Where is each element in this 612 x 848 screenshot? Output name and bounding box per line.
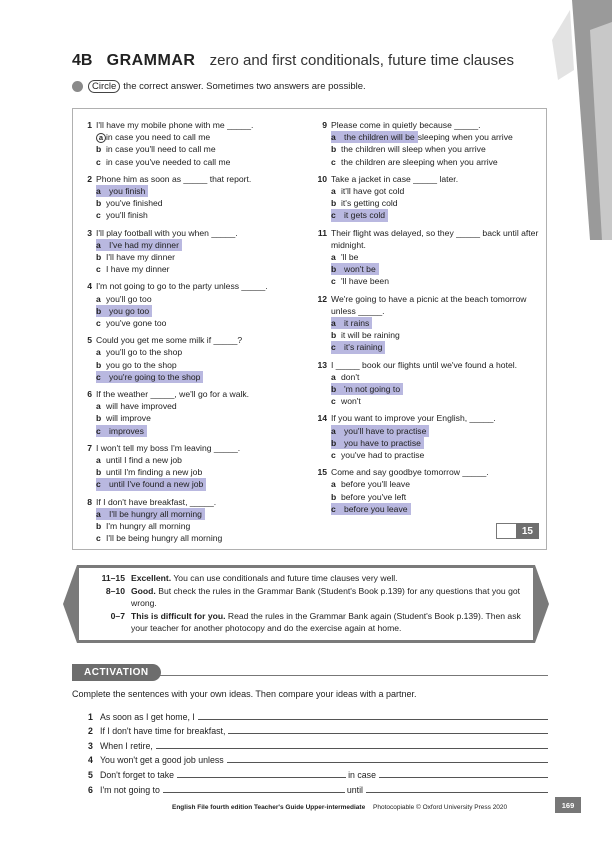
option-text: it'll have got cold — [341, 186, 405, 197]
option-text: until I find a new job — [106, 455, 182, 466]
answer-option[interactable] — [96, 185, 306, 197]
option-letter: b — [96, 305, 106, 317]
answer-options — [81, 400, 306, 437]
question-text: I'll play football with you when _____. — [96, 227, 238, 238]
question-text: I _____ book our flights until we've found a hotel. — [331, 359, 518, 370]
option-letter: b — [331, 263, 341, 275]
answer-option[interactable] — [331, 329, 541, 341]
option-letter: a — [331, 317, 341, 329]
answer-option[interactable] — [96, 317, 306, 329]
option-text: I'll have my dinner — [106, 252, 175, 263]
footer-copyright: Photocopiable © Oxford University Press 2020 — [373, 804, 508, 811]
option-text: in case you'll need to call me — [106, 144, 216, 155]
option-text: 'll be — [341, 252, 359, 263]
activation-number: 6 — [88, 784, 93, 795]
score-advice: But check the rules in the Grammar Bank (Student's Book p.139) for any questions that you got wrong. — [131, 586, 521, 608]
answer-option[interactable] — [331, 395, 541, 407]
score-band — [87, 572, 527, 584]
answer-option[interactable] — [331, 263, 541, 275]
answer-option[interactable] — [331, 503, 541, 515]
question-text: If I don't have breakfast, _____. — [96, 496, 217, 507]
answer-options — [81, 131, 306, 168]
option-letter: c — [96, 156, 101, 167]
bullet-icon — [72, 81, 83, 92]
answer-option[interactable] — [331, 425, 541, 437]
score-rating: Good. — [131, 586, 156, 596]
question-stem — [81, 334, 306, 346]
option-letter: b — [331, 144, 337, 155]
question-number: 2 — [87, 173, 92, 184]
option-letter: a — [331, 186, 336, 197]
question-number: 14 — [317, 413, 327, 424]
answer-option[interactable] — [96, 346, 306, 358]
selected-answer: I'll be hungry all morning — [106, 508, 205, 520]
answer-options — [81, 508, 306, 545]
question-item — [81, 173, 306, 222]
score-rating: This is difficult for you. — [131, 611, 226, 621]
score-box — [496, 523, 539, 539]
sentence-prompt: As soon as I get home, I — [100, 711, 195, 722]
question-item — [81, 334, 306, 383]
answer-option[interactable] — [96, 359, 306, 371]
option-letter: b — [96, 359, 102, 370]
question-text: I won't tell my boss I'm leaving _____. — [96, 442, 241, 453]
question-item — [316, 119, 541, 168]
answer-option[interactable] — [96, 131, 306, 143]
answer-options — [81, 454, 306, 491]
question-stem — [81, 119, 306, 131]
activation-item — [88, 722, 550, 737]
activation-item — [88, 765, 550, 780]
selected-answer: it rains — [341, 317, 372, 329]
answer-option[interactable] — [331, 131, 541, 143]
option-letter: b — [96, 252, 102, 263]
question-number: 8 — [87, 496, 92, 507]
selected-answer: 'm not going to — [341, 383, 403, 395]
option-letter: b — [96, 521, 102, 532]
activation-number: 2 — [88, 726, 93, 737]
answer-option[interactable] — [96, 305, 306, 317]
option-letter: a — [96, 508, 106, 520]
answer-option[interactable] — [331, 209, 541, 221]
question-stem — [316, 293, 541, 317]
option-text: in case you've needed to call me — [106, 156, 231, 167]
question-item — [316, 359, 541, 408]
question-stem — [316, 173, 541, 185]
question-number: 10 — [317, 173, 327, 184]
activation-item — [88, 736, 550, 751]
circle-word: Circle — [88, 80, 120, 93]
exercise-instruction — [72, 80, 366, 93]
selected-answer: you're going to the shop — [106, 371, 203, 383]
option-text: you'll finish — [106, 210, 148, 221]
option-letter: b — [331, 383, 341, 395]
option-text: you've finished — [106, 198, 163, 209]
question-text: Phone him as soon as _____ that report. — [96, 173, 252, 184]
score-feedback — [131, 610, 527, 634]
answer-line[interactable] — [228, 733, 548, 734]
option-letter: c — [96, 533, 101, 544]
answer-line[interactable] — [163, 792, 345, 793]
question-number: 7 — [87, 442, 92, 453]
answer-option[interactable] — [96, 454, 306, 466]
score-input[interactable] — [496, 523, 516, 539]
circle-mark-icon: a — [96, 133, 106, 143]
option-text: you've gone too — [106, 318, 167, 329]
selected-answer: the children will be — [341, 131, 418, 143]
option-letter-circled — [96, 131, 106, 143]
option-letter: c — [96, 210, 101, 221]
question-stem — [316, 227, 541, 251]
section-topic: zero and first conditionals, future time clauses — [209, 52, 514, 69]
option-letter: a — [96, 239, 106, 251]
page-title — [72, 52, 514, 70]
answer-option[interactable] — [96, 239, 306, 251]
sentence-prompt: until — [346, 784, 364, 795]
answer-option[interactable] — [96, 251, 306, 263]
question-number: 13 — [317, 359, 327, 370]
score-band — [87, 610, 527, 634]
question-text: Their flight was delayed, so they _____ back until after midnight. — [331, 227, 539, 250]
question-text: Take a jacket in case _____ later. — [331, 173, 459, 184]
question-item — [81, 442, 306, 491]
answer-options — [316, 185, 541, 222]
option-text: don't — [341, 371, 360, 382]
answer-line[interactable] — [156, 748, 548, 749]
answer-option[interactable] — [331, 478, 541, 490]
answer-option[interactable] — [331, 491, 541, 503]
question-number: 1 — [87, 120, 92, 130]
answer-option[interactable] — [96, 520, 306, 532]
question-number: 4 — [87, 281, 92, 292]
option-text: before you'll leave — [341, 479, 411, 490]
sentence-prompt: You won't get a good job unless — [100, 755, 224, 766]
option-text: it will be raining — [341, 330, 400, 341]
answer-options — [316, 425, 541, 462]
activation-item — [88, 707, 550, 722]
answer-option[interactable] — [96, 478, 306, 490]
score-band — [87, 585, 527, 609]
option-letter: c — [331, 450, 336, 461]
option-letter: a — [331, 252, 336, 263]
option-text: you'll go to the shop — [106, 347, 183, 358]
question-number: 12 — [317, 293, 327, 304]
option-letter: b — [96, 198, 102, 209]
answer-option[interactable] — [331, 449, 541, 461]
answer-option[interactable] — [331, 371, 541, 383]
answer-option[interactable] — [331, 317, 541, 329]
question-item — [81, 388, 306, 437]
option-text: before you've left — [341, 491, 407, 502]
question-stem — [81, 227, 306, 239]
answer-option[interactable] — [96, 532, 306, 544]
score-range: 11–15 — [101, 573, 125, 583]
answer-option[interactable] — [331, 197, 541, 209]
question-stem — [81, 496, 306, 508]
question-number: 3 — [87, 227, 92, 238]
question-item — [81, 496, 306, 545]
sentence-prompt: Don't forget to take — [100, 769, 175, 780]
question-stem — [81, 280, 306, 292]
question-number: 6 — [87, 389, 92, 400]
answer-line[interactable] — [198, 719, 548, 720]
activation-list — [88, 707, 550, 795]
answer-options — [81, 346, 306, 383]
answer-option[interactable] — [96, 197, 306, 209]
option-text: will have improved — [106, 401, 177, 412]
question-item — [316, 293, 541, 354]
selected-answer: you go too — [106, 305, 152, 317]
option-letter: c — [96, 264, 101, 275]
page-number: 169 — [555, 797, 581, 813]
option-letter: a — [96, 293, 101, 304]
option-letter: a — [96, 347, 101, 358]
answer-line[interactable] — [379, 777, 548, 778]
selected-answer: I've had my dinner — [106, 239, 182, 251]
answer-options — [316, 131, 541, 168]
option-letter: a — [331, 131, 341, 143]
answer-option[interactable] — [96, 293, 306, 305]
answer-option[interactable] — [96, 371, 306, 383]
instruction-text: the correct answer. Sometimes two answers are possible. — [123, 81, 366, 92]
selected-answer: won't be — [341, 263, 379, 275]
questions-right-column — [316, 119, 541, 520]
question-stem — [81, 442, 306, 454]
question-item — [81, 280, 306, 329]
activation-number: 1 — [88, 711, 93, 722]
answer-option[interactable] — [96, 209, 306, 221]
option-text: will improve — [106, 413, 151, 424]
lesson-code: 4B — [72, 52, 93, 69]
question-item — [316, 227, 541, 288]
selected-answer: in case you need to call me — [106, 132, 211, 143]
score-advice: Read the rules in the Grammar Bank again (Student's Book p.139). Then ask your teacher for another photocopy and do the exercise again at home. — [131, 611, 521, 633]
question-stem — [81, 388, 306, 400]
question-item — [316, 412, 541, 461]
score-rating: Excellent. — [131, 573, 172, 583]
option-letter: b — [331, 198, 337, 209]
score-feedback — [131, 585, 527, 609]
option-letter: b — [331, 437, 341, 449]
option-text: you've had to practise — [341, 450, 425, 461]
answer-options — [316, 251, 541, 288]
activation-instruction: Complete the sentences with your own ideas. Then compare your ideas with a partner. — [72, 689, 417, 699]
activation-number: 3 — [88, 740, 93, 751]
option-letter: c — [331, 276, 336, 287]
option-text: won't — [341, 396, 361, 407]
selected-answer: before you leave — [341, 503, 411, 515]
answer-options — [316, 317, 541, 354]
activation-number: 4 — [88, 755, 93, 766]
sentence-prompt: in case — [348, 769, 376, 780]
answer-option[interactable] — [331, 251, 541, 263]
option-text: I'm hungry all morning — [106, 521, 191, 532]
selected-answer: you'll have to practise — [341, 425, 429, 437]
questions-box — [72, 108, 547, 550]
question-item — [81, 227, 306, 276]
score-banner — [63, 565, 549, 643]
option-letter: c — [96, 478, 106, 490]
question-text: I'll have my mobile phone with me _____. — [96, 120, 254, 130]
answer-options — [316, 478, 541, 515]
question-text: If you want to improve your English, _____. — [331, 413, 496, 424]
answer-line[interactable] — [227, 762, 548, 763]
answer-option[interactable] — [96, 400, 306, 412]
option-text: I have my dinner — [106, 264, 170, 275]
question-text: Come and say goodbye tomorrow _____. — [331, 467, 489, 478]
activation-item — [88, 751, 550, 766]
question-number: 15 — [317, 467, 327, 478]
score-range: 8–10 — [105, 586, 125, 596]
option-letter: c — [331, 341, 341, 353]
selected-answer: it's raining — [341, 341, 385, 353]
activation-label: ACTIVATION — [72, 664, 161, 681]
answer-option[interactable] — [331, 156, 541, 168]
selected-answer: you have to practise — [341, 437, 424, 449]
answer-options — [81, 239, 306, 276]
question-text: Please come in quietly because _____. — [331, 120, 481, 130]
sentence-prompt: I'm not going to — [100, 784, 160, 795]
selected-answer: it gets cold — [341, 209, 388, 221]
option-letter: b — [96, 413, 102, 424]
answer-option[interactable] — [331, 437, 541, 449]
question-stem — [316, 466, 541, 478]
option-text: it's getting cold — [341, 198, 398, 209]
sentence-prompt: When I retire, — [100, 740, 153, 751]
option-text: the children will sleep when you arrive — [341, 144, 486, 155]
score-advice: You can use conditionals and future time clauses very well. — [171, 573, 398, 583]
answer-option[interactable] — [96, 143, 306, 155]
option-letter: c — [331, 503, 341, 515]
option-letter: b — [96, 144, 102, 155]
answer-option[interactable] — [96, 425, 306, 437]
answer-option[interactable] — [331, 341, 541, 353]
option-text: you go to the shop — [106, 359, 177, 370]
question-text: We're going to have a picnic at the beach tomorrow unless _____. — [331, 293, 527, 316]
section-name: GRAMMAR — [106, 52, 196, 69]
footer-book-title: English File fourth edition Teacher's Guide Upper-intermediate — [172, 804, 366, 811]
option-letter: a — [96, 401, 101, 412]
score-range: 0–7 — [110, 611, 125, 621]
option-text: the children are sleeping when you arrive — [341, 156, 498, 167]
footer — [172, 804, 507, 811]
activation-number: 5 — [88, 769, 93, 780]
option-text: until I'm finding a new job — [106, 467, 203, 478]
option-letter: c — [331, 156, 336, 167]
option-letter: a — [96, 455, 101, 466]
answer-option[interactable] — [96, 156, 306, 168]
question-stem — [316, 119, 541, 131]
option-letter: c — [96, 318, 101, 329]
selected-answer: you finish — [106, 185, 148, 197]
question-number: 9 — [322, 120, 327, 130]
option-text: 'll have been — [341, 276, 389, 287]
answer-option[interactable] — [96, 412, 306, 424]
answer-options — [81, 293, 306, 330]
score-feedback — [131, 572, 398, 584]
option-letter: b — [96, 467, 102, 478]
option-letter: b — [331, 330, 337, 341]
answer-line[interactable] — [366, 792, 548, 793]
selected-answer: until I've found a new job — [106, 478, 206, 490]
question-stem — [81, 173, 306, 185]
answer-option[interactable] — [331, 275, 541, 287]
activation-item — [88, 780, 550, 795]
option-letter: c — [331, 209, 341, 221]
question-text: Could you get me some milk if _____? — [96, 335, 243, 346]
answer-option[interactable] — [96, 263, 306, 275]
question-text: I'm not going to go to the party unless _____. — [96, 281, 268, 292]
answer-option[interactable] — [331, 383, 541, 395]
option-text: I'll be being hungry all morning — [106, 533, 223, 544]
score-total: 15 — [516, 523, 539, 539]
option-letter: c — [331, 396, 336, 407]
question-stem — [316, 359, 541, 371]
answer-options — [81, 185, 306, 222]
option-letter: a — [331, 371, 336, 382]
option-letter: c — [96, 371, 106, 383]
option-text-rest: sleeping when you arrive — [417, 132, 513, 143]
option-letter: c — [96, 425, 106, 437]
option-letter: a — [331, 425, 341, 437]
answer-option[interactable] — [331, 143, 541, 155]
questions-left-column — [81, 119, 306, 550]
question-item — [316, 173, 541, 222]
option-letter: b — [331, 491, 337, 502]
question-item — [316, 466, 541, 515]
answer-line[interactable] — [177, 777, 346, 778]
question-item — [81, 119, 306, 168]
answer-options — [316, 371, 541, 408]
score-bands — [87, 572, 527, 635]
answer-option[interactable] — [96, 508, 306, 520]
option-letter: a — [96, 185, 106, 197]
option-text: you'll go too — [106, 293, 152, 304]
corner-decoration — [552, 0, 612, 240]
option-letter: a — [331, 479, 336, 490]
question-text: If the weather _____, we'll go for a walk. — [96, 389, 250, 400]
answer-option[interactable] — [96, 466, 306, 478]
selected-answer: improves — [106, 425, 147, 437]
answer-option[interactable] — [331, 185, 541, 197]
sentence-prompt: If I don't have time for breakfast, — [100, 726, 226, 737]
question-stem — [316, 412, 541, 424]
question-number: 5 — [87, 335, 92, 346]
question-number: 11 — [317, 227, 327, 238]
